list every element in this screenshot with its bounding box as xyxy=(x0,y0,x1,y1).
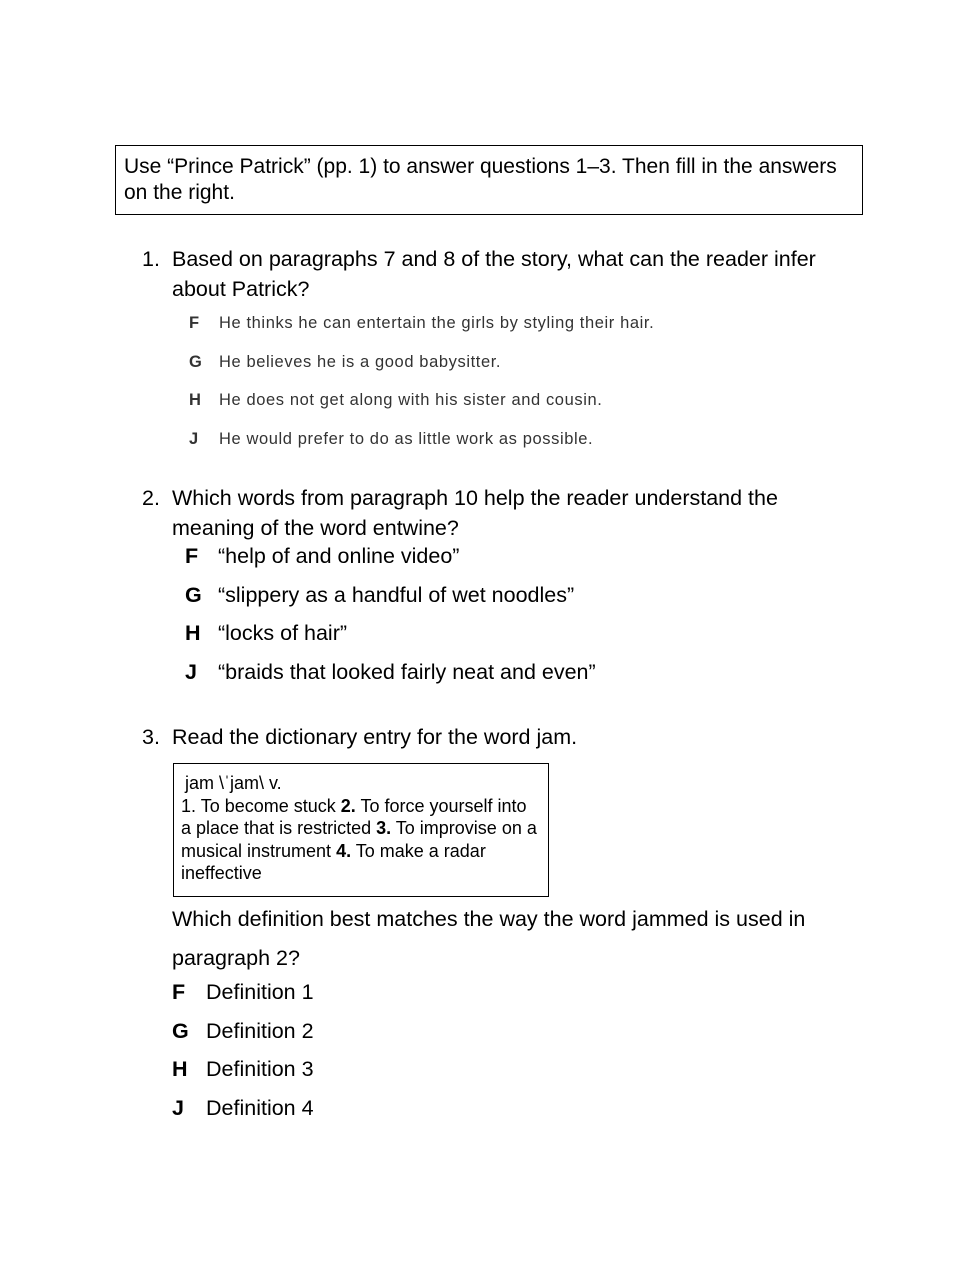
dictionary-entry-box xyxy=(173,763,549,897)
choice-text: “locks of hair” xyxy=(218,621,348,645)
choice-letter: F xyxy=(189,314,200,332)
definition-3-number: 3. xyxy=(376,818,392,838)
answer-choice-f[interactable] xyxy=(172,980,314,1019)
answer-choice-h[interactable] xyxy=(189,391,654,430)
definition-2-number: 2. xyxy=(340,795,356,816)
question-3-stem: Read the dictionary entry for the word jam. xyxy=(172,725,578,749)
choice-text: He does not get along with his sister and cousin. xyxy=(219,391,603,409)
answer-choice-h[interactable] xyxy=(172,1057,314,1096)
question-1-choices xyxy=(189,314,654,468)
choice-letter: H xyxy=(189,391,202,409)
choice-letter: H xyxy=(185,621,201,645)
answer-choice-g[interactable] xyxy=(172,1019,314,1058)
choice-letter: G xyxy=(185,582,202,607)
question-2-choices xyxy=(185,544,596,698)
definition-2-text: To force yourself into a place that is restricted xyxy=(181,795,527,838)
choice-text: He would prefer to do as little work as possible. xyxy=(219,429,594,448)
choice-text: “slippery as a handful of wet noodles” xyxy=(218,582,575,607)
dictionary-headword: jam \ˈjam\ v. xyxy=(185,773,282,793)
instructions-text: Use “Prince Patrick” (pp. 1) to answer questions 1–3. Then fill in the answers on the right. xyxy=(124,155,837,204)
choice-text: Definition 4 xyxy=(206,1095,314,1120)
choice-letter: J xyxy=(185,659,197,684)
dictionary-definitions xyxy=(181,795,541,885)
answer-choice-g[interactable] xyxy=(189,353,654,392)
choice-letter: G xyxy=(172,1018,189,1043)
question-2-stem: Which words from paragraph 10 help the reader understand the meaning of the word entwine? xyxy=(172,486,778,540)
definition-3-text: To improvise on a musical instrument xyxy=(181,818,537,861)
answer-choice-j[interactable] xyxy=(185,660,596,699)
choice-letter: F xyxy=(185,544,199,568)
definition-1-text: 1. To become stuck xyxy=(181,795,341,816)
choice-letter: J xyxy=(189,429,199,448)
answer-choice-h[interactable] xyxy=(185,621,596,660)
instructions-box xyxy=(115,145,863,215)
choice-text: He thinks he can entertain the girls by styling their hair. xyxy=(219,314,655,332)
question-1-number: 1. xyxy=(142,247,160,271)
answer-choice-j[interactable] xyxy=(172,1096,314,1135)
question-2-number: 2. xyxy=(142,486,160,510)
question-1-stem: Based on paragraphs 7 and 8 of the story, what can the reader infer about Patrick? xyxy=(172,247,816,301)
answer-choice-g[interactable] xyxy=(185,583,596,622)
question-3-number: 3. xyxy=(142,725,160,749)
choice-text: “help of and online video” xyxy=(218,544,460,568)
choice-letter: J xyxy=(172,1095,184,1120)
definition-4-number: 4. xyxy=(336,840,352,861)
answer-choice-f[interactable] xyxy=(189,314,654,353)
answer-choice-j[interactable] xyxy=(189,430,654,469)
choice-letter: F xyxy=(172,980,186,1004)
answer-choice-f[interactable] xyxy=(185,544,596,583)
definition-4-text: To make a radar ineffective xyxy=(181,840,486,883)
question-3-choices xyxy=(172,980,314,1134)
choice-text: Definition 1 xyxy=(206,980,314,1004)
choice-text: “braids that looked fairly neat and even” xyxy=(218,659,596,684)
choice-text: Definition 2 xyxy=(206,1018,314,1043)
question-3-follow-up: Which definition best matches the way the word jammed is used in paragraph 2? xyxy=(172,907,806,970)
choice-text: He believes he is a good babysitter. xyxy=(219,352,502,371)
choice-letter: H xyxy=(172,1057,188,1081)
choice-letter: G xyxy=(189,352,203,371)
choice-text: Definition 3 xyxy=(206,1057,314,1081)
